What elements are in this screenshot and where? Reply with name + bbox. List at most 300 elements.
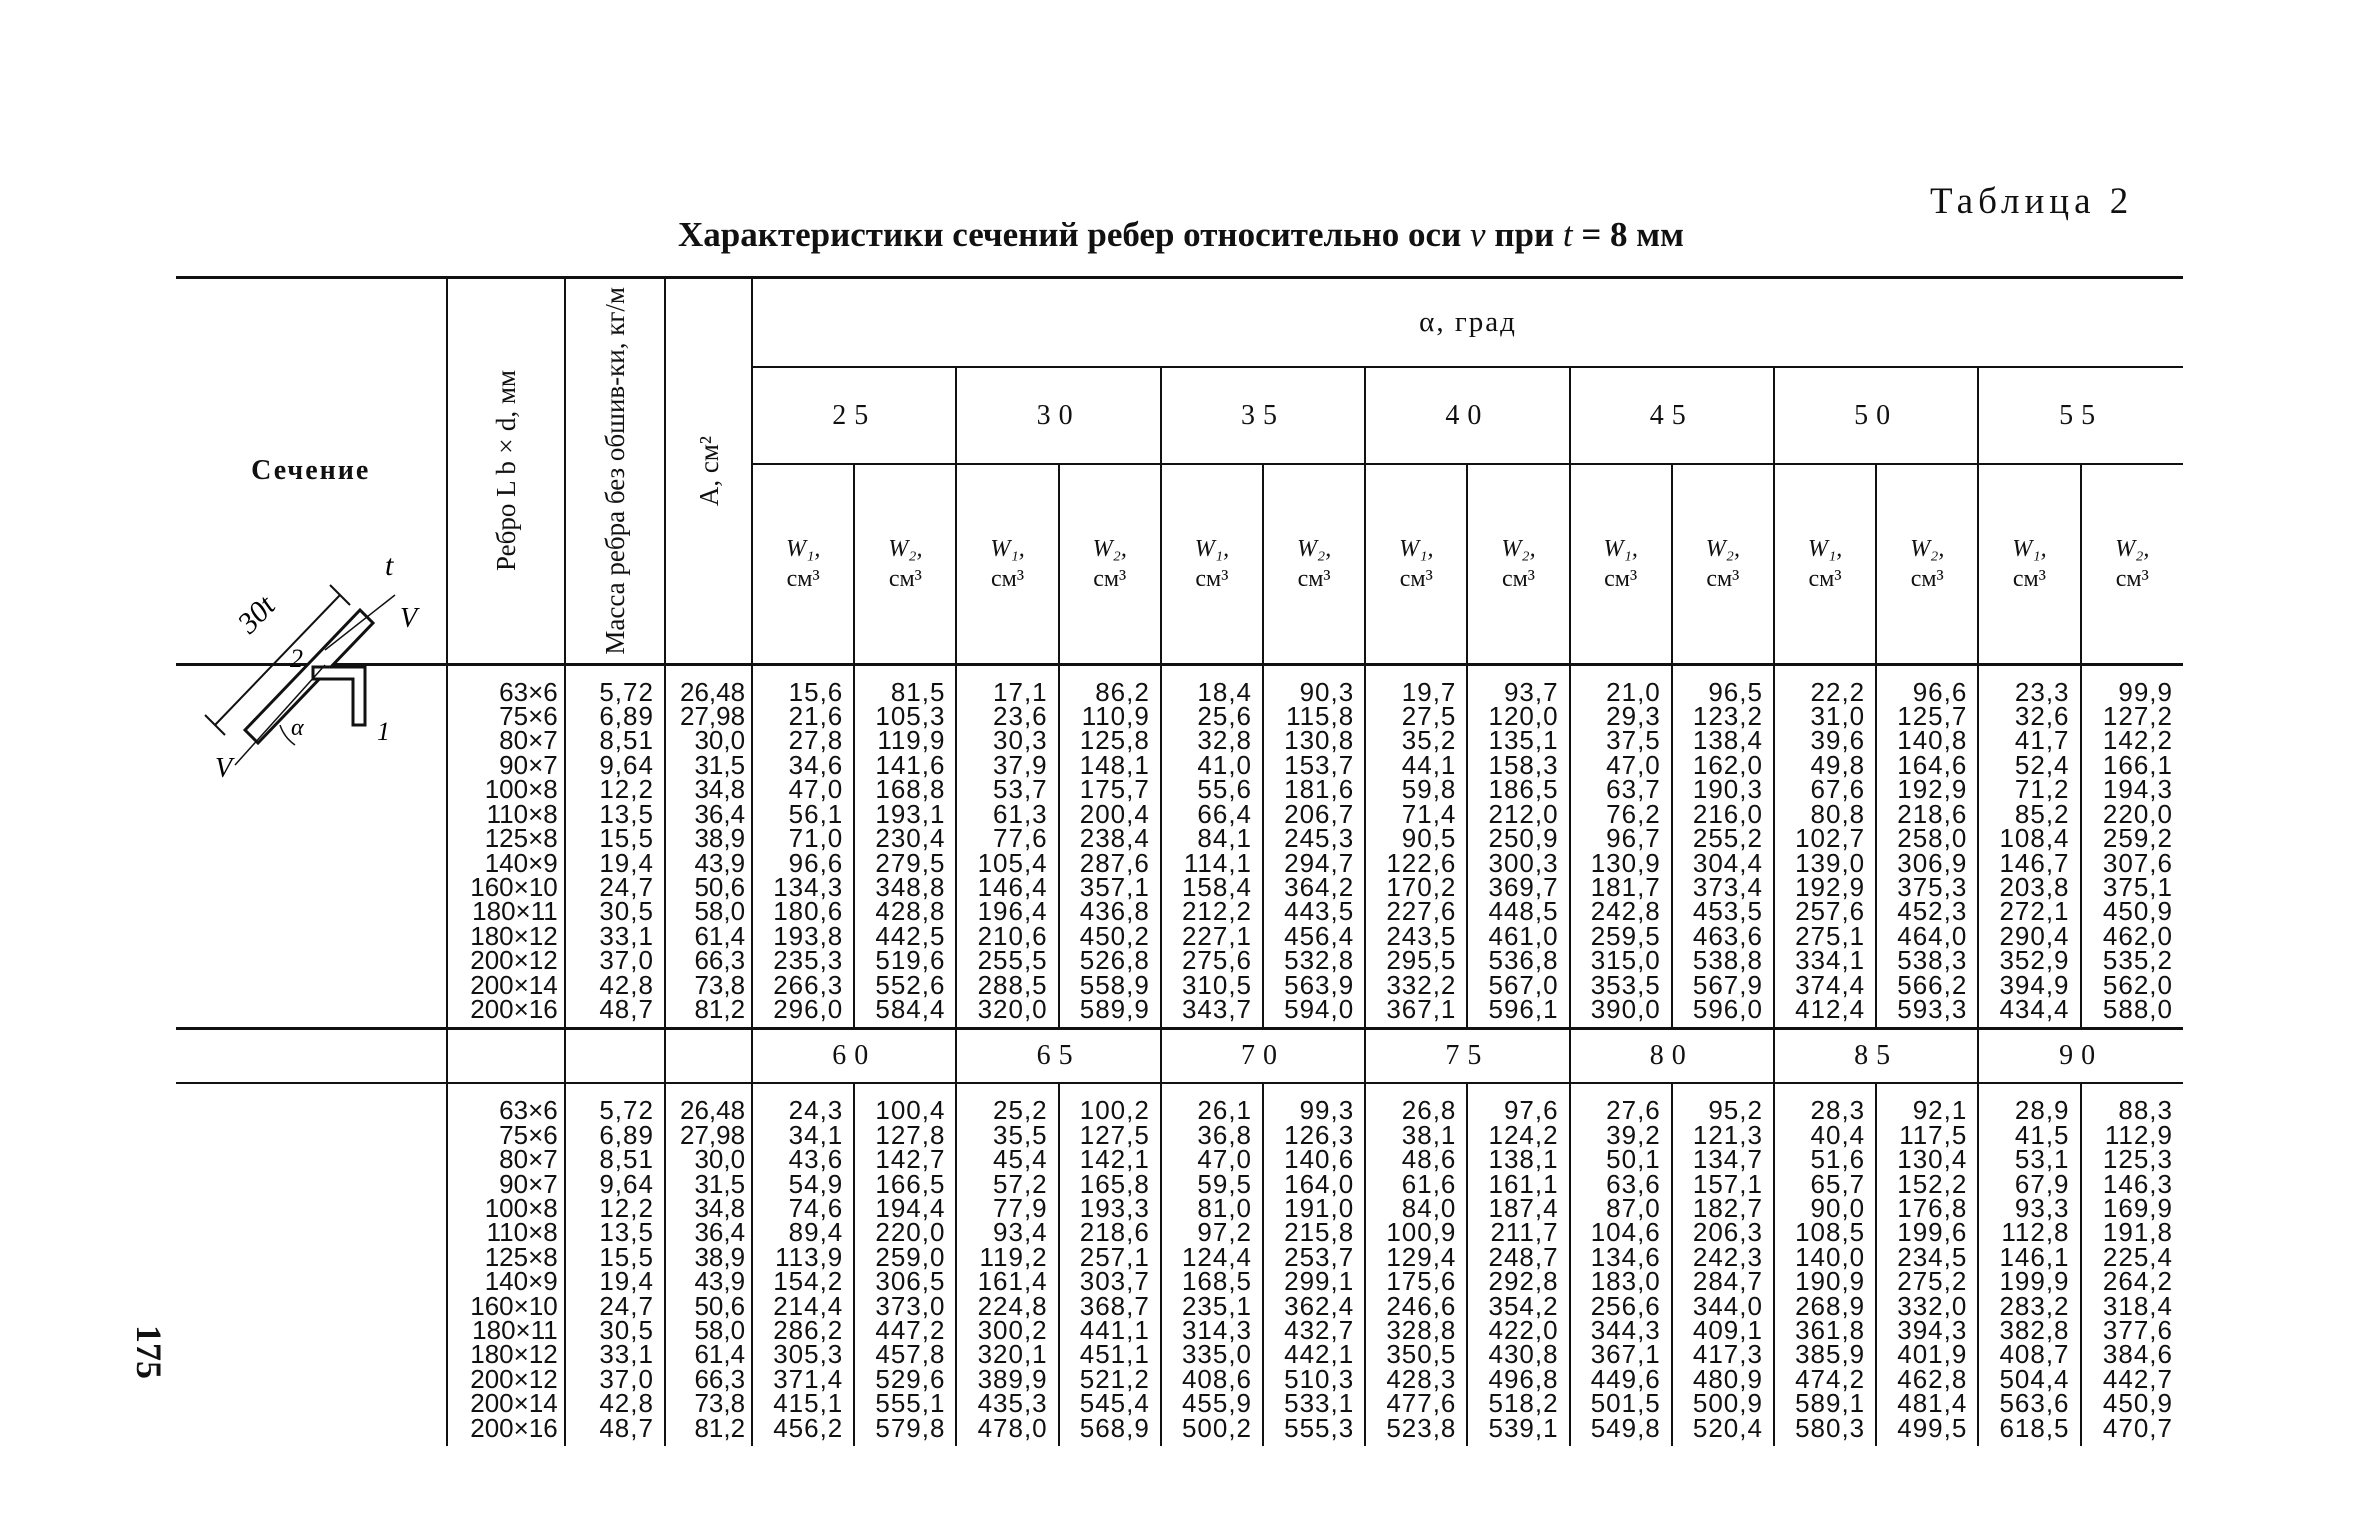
w1-column — [752, 1083, 854, 1446]
w2-column — [1876, 664, 1978, 1029]
value-cell: 126,3 — [1284, 1119, 1355, 1150]
value-cell: 307,6 — [2102, 847, 2173, 878]
value-cell: 500,2 — [1181, 1412, 1253, 1443]
value-cell: 255,2 — [1692, 823, 1763, 854]
w1-header — [1365, 464, 1467, 664]
mass-cell: 48,7 — [599, 1412, 654, 1443]
value-cell: 462,8 — [1897, 1363, 1968, 1394]
value-cell: 110,9 — [1081, 701, 1150, 732]
mass-cell: 13,5 — [599, 1217, 654, 1248]
w1-column — [1570, 664, 1672, 1029]
value-cell: 266,3 — [773, 969, 844, 1000]
value-cell: 279,5 — [875, 847, 946, 878]
mass-cell: 24,7 — [599, 1290, 654, 1321]
value-cell: 304,4 — [1692, 847, 1763, 878]
value-cell: 191,0 — [1284, 1192, 1355, 1223]
w1-header — [956, 464, 1058, 664]
value-cell: 134,7 — [1692, 1144, 1763, 1175]
value-cell: 408,6 — [1181, 1363, 1253, 1394]
profile-cell: 140×9 — [484, 1266, 558, 1297]
w2-column — [854, 664, 956, 1029]
figure-label-t: t — [385, 555, 394, 582]
value-cell: 80,8 — [1810, 798, 1866, 829]
value-cell: 26,8 — [1401, 1095, 1457, 1126]
value-cell: 54,9 — [788, 1168, 844, 1199]
profile-cell: 200×12 — [470, 945, 558, 976]
value-cell: 85,2 — [2014, 798, 2070, 829]
w-unit: см³ — [1399, 565, 1433, 592]
value-cell: 457,8 — [875, 1339, 946, 1370]
profile-cell: 125×8 — [484, 1241, 558, 1272]
value-cell: 158,4 — [1181, 871, 1253, 902]
value-cell: 536,8 — [1488, 945, 1559, 976]
value-cell: 37,9 — [993, 749, 1048, 780]
w-symbol: W₂, — [1910, 535, 1945, 562]
alpha-header: α, град — [752, 278, 2183, 368]
value-cell: 225,4 — [2102, 1241, 2173, 1272]
value-cell: 25,2 — [993, 1095, 1048, 1126]
value-cell: 180,6 — [773, 896, 844, 927]
value-cell: 295,5 — [1386, 945, 1457, 976]
figure-label-v-bottom: V — [215, 753, 233, 784]
w1-column — [1161, 664, 1263, 1029]
value-cell: 533,1 — [1284, 1388, 1355, 1419]
w-unit: см³ — [2012, 565, 2046, 592]
value-cell: 123,2 — [1692, 701, 1763, 732]
value-cell: 169,9 — [2102, 1192, 2173, 1223]
value-cell: 203,8 — [1999, 871, 2070, 902]
value-cell: 125,8 — [1079, 725, 1150, 756]
w1-column — [956, 664, 1058, 1029]
profile-column — [447, 1083, 565, 1446]
w2-header — [1263, 464, 1365, 664]
value-cell: 594,0 — [1284, 993, 1355, 1024]
value-cell: 332,2 — [1386, 969, 1457, 1000]
value-cell: 95,2 — [1708, 1095, 1763, 1126]
profile-cell: 90×7 — [499, 749, 558, 780]
value-cell: 243,5 — [1386, 920, 1457, 951]
value-cell: 434,4 — [1999, 993, 2070, 1024]
value-cell: 199,9 — [1999, 1266, 2070, 1297]
value-cell: 44,1 — [1401, 749, 1457, 780]
value-cell: 453,5 — [1692, 896, 1763, 927]
value-cell: 61,6 — [1401, 1168, 1457, 1199]
value-cell: 41,7 — [2014, 725, 2070, 756]
w2-column — [2081, 664, 2183, 1029]
area-cell: 58,0 — [694, 896, 746, 927]
table-body-block-1 — [176, 664, 2183, 1029]
value-cell: 523,8 — [1386, 1412, 1457, 1443]
value-cell: 134,3 — [773, 871, 844, 902]
value-cell: 194,3 — [2102, 774, 2173, 805]
value-cell: 259,5 — [1590, 920, 1661, 951]
value-cell: 39,6 — [1810, 725, 1866, 756]
area-cell: 36,4 — [694, 798, 746, 829]
value-cell: 146,1 — [1999, 1241, 2070, 1272]
spacer-cell — [447, 1029, 565, 1084]
value-cell: 520,4 — [1692, 1412, 1763, 1443]
value-cell: 92,1 — [1912, 1095, 1968, 1126]
value-cell: 464,0 — [1897, 920, 1968, 951]
value-cell: 59,8 — [1401, 774, 1457, 805]
value-cell: 306,9 — [1897, 847, 1968, 878]
value-cell: 166,5 — [875, 1168, 946, 1199]
value-cell: 456,4 — [1284, 920, 1355, 951]
value-cell: 84,0 — [1401, 1192, 1457, 1223]
value-cell: 187,4 — [1488, 1192, 1559, 1223]
mass-cell: 33,1 — [599, 1339, 654, 1370]
mass-header: Масса ребра без обшив-ки, кг/м — [565, 278, 665, 665]
value-cell: 104,6 — [1590, 1217, 1661, 1248]
value-cell: 288,5 — [977, 969, 1048, 1000]
mass-cell: 6,89 — [599, 701, 654, 732]
value-cell: 122,6 — [1386, 847, 1457, 878]
figure-label-v-top: V — [400, 603, 418, 634]
value-cell: 77,6 — [993, 823, 1048, 854]
value-cell: 67,9 — [2014, 1168, 2070, 1199]
value-cell: 40,4 — [1810, 1119, 1866, 1150]
value-cell: 119,2 — [979, 1241, 1048, 1272]
value-cell: 90,0 — [1810, 1192, 1866, 1223]
area-column — [665, 664, 752, 1029]
w2-column — [1263, 664, 1365, 1029]
value-cell: 119,9 — [877, 725, 946, 756]
area-cell: 43,9 — [694, 847, 746, 878]
value-cell: 579,8 — [875, 1412, 946, 1443]
value-cell: 115,8 — [1286, 701, 1355, 732]
value-cell: 481,4 — [1897, 1388, 1968, 1419]
value-cell: 462,0 — [2102, 920, 2173, 951]
value-cell: 320,0 — [977, 993, 1048, 1024]
value-cell: 529,6 — [875, 1363, 946, 1394]
mass-cell: 19,4 — [599, 1266, 654, 1297]
value-cell: 449,6 — [1590, 1363, 1661, 1394]
angle-header: 50 — [1774, 367, 1978, 463]
profile-cell: 200×16 — [470, 1412, 558, 1443]
value-cell: 30,3 — [993, 725, 1048, 756]
profile-cell: 140×9 — [484, 847, 558, 878]
area-cell: 66,3 — [694, 1363, 746, 1394]
value-cell: 361,8 — [1795, 1315, 1866, 1345]
title-rest: = 8 мм — [1581, 215, 1684, 254]
value-cell: 24,3 — [788, 1095, 844, 1126]
mass-cell: 12,2 — [599, 774, 654, 805]
value-cell: 100,2 — [1079, 1095, 1150, 1126]
profile-cell: 180×12 — [470, 920, 558, 951]
value-cell: 22,2 — [1810, 676, 1866, 707]
mass-cell: 5,72 — [599, 676, 654, 707]
value-cell: 90,5 — [1401, 823, 1457, 854]
value-cell: 37,5 — [1606, 725, 1661, 756]
mass-cell: 13,5 — [599, 798, 654, 829]
profile-cell: 180×12 — [470, 1339, 558, 1370]
data-table-wrapper — [176, 276, 2183, 1446]
area-cell: 73,8 — [694, 969, 746, 1000]
value-cell: 135,1 — [1488, 725, 1559, 756]
value-cell: 442,7 — [2102, 1363, 2173, 1394]
value-cell: 220,0 — [875, 1217, 946, 1248]
value-cell: 199,6 — [1897, 1217, 1968, 1248]
w1-header — [1978, 464, 2080, 664]
value-cell: 153,7 — [1284, 749, 1355, 780]
value-cell: 352,9 — [1999, 945, 2070, 976]
value-cell: 364,2 — [1284, 871, 1355, 902]
value-cell: 36,8 — [1197, 1119, 1253, 1150]
value-cell: 43,6 — [788, 1144, 844, 1175]
w-symbol: W₁, — [786, 535, 821, 562]
mass-cell: 9,64 — [599, 1168, 654, 1199]
value-cell: 130,9 — [1590, 847, 1661, 878]
area-cell: 58,0 — [694, 1315, 746, 1345]
w1-column — [1774, 1083, 1876, 1446]
value-cell: 357,1 — [1079, 871, 1150, 902]
value-cell: 452,3 — [1897, 896, 1968, 927]
value-cell: 31,0 — [1810, 701, 1866, 732]
value-cell: 563,6 — [1999, 1388, 2070, 1419]
area-cell: 66,3 — [694, 945, 746, 976]
value-cell: 41,0 — [1197, 749, 1253, 780]
value-cell: 480,9 — [1692, 1363, 1763, 1394]
profile-cell: 160×10 — [470, 1290, 558, 1321]
profile-cell: 125×8 — [484, 823, 558, 854]
value-cell: 90,3 — [1299, 676, 1355, 707]
value-cell: 39,2 — [1606, 1119, 1661, 1150]
w1-header — [1570, 464, 1672, 664]
value-cell: 57,2 — [993, 1168, 1048, 1199]
value-cell: 142,7 — [875, 1144, 946, 1175]
profile-cell: 75×6 — [499, 1119, 558, 1150]
mass-column — [565, 664, 665, 1029]
w2-header — [854, 464, 956, 664]
w-symbol: W₂, — [1501, 535, 1536, 562]
table-row — [176, 664, 2183, 1029]
section-header: Сечение — [176, 278, 447, 665]
value-cell: 38,1 — [1401, 1119, 1457, 1150]
value-cell: 87,0 — [1606, 1192, 1661, 1223]
value-cell: 367,1 — [1386, 993, 1457, 1024]
w-unit: см³ — [1297, 565, 1331, 592]
value-cell: 382,8 — [1999, 1315, 2070, 1345]
value-cell: 539,1 — [1488, 1412, 1559, 1443]
area-cell: 38,9 — [694, 823, 746, 854]
value-cell: 428,8 — [875, 896, 946, 927]
value-cell: 138,1 — [1488, 1144, 1559, 1175]
value-cell: 430,8 — [1488, 1339, 1559, 1370]
area-cell: 27,98 — [680, 1119, 746, 1150]
title-prefix: Характеристики сечений ребер относительно оси — [678, 215, 1462, 254]
value-cell: 130,8 — [1284, 725, 1355, 756]
value-cell: 51,6 — [1810, 1144, 1866, 1175]
value-cell: 235,1 — [1181, 1290, 1253, 1321]
value-cell: 242,8 — [1590, 896, 1661, 927]
area-cell: 30,0 — [694, 1144, 746, 1175]
value-cell: 334,1 — [1795, 945, 1866, 976]
table-body-block-2-header — [176, 1029, 2183, 1084]
figure-angle-profile — [313, 667, 365, 725]
value-cell: 253,7 — [1284, 1241, 1355, 1272]
value-cell: 164,0 — [1284, 1168, 1355, 1199]
value-cell: 394,3 — [1897, 1315, 1968, 1345]
w-symbol: W₁, — [1807, 535, 1843, 562]
value-cell: 130,4 — [1897, 1144, 1968, 1175]
value-cell: 190,9 — [1795, 1266, 1866, 1297]
value-cell: 211,7 — [1490, 1217, 1559, 1248]
value-cell: 140,0 — [1795, 1241, 1866, 1272]
value-cell: 435,3 — [977, 1388, 1048, 1419]
value-cell: 448,5 — [1488, 896, 1559, 927]
value-cell: 212,2 — [1181, 896, 1253, 927]
value-cell: 535,2 — [2102, 945, 2173, 976]
w1-column — [1978, 664, 2080, 1029]
angle-header: 65 — [956, 1029, 1160, 1084]
value-cell: 162,0 — [1692, 749, 1763, 780]
value-cell: 450,2 — [1079, 920, 1150, 951]
mass-cell: 9,64 — [599, 749, 654, 780]
value-cell: 314,3 — [1181, 1315, 1253, 1345]
w1-column — [1978, 1083, 2080, 1446]
value-cell: 477,6 — [1386, 1388, 1457, 1419]
w2-column — [1876, 1083, 1978, 1446]
value-cell: 81,5 — [890, 676, 946, 707]
area-cell: 43,9 — [694, 1266, 746, 1297]
value-cell: 71,0 — [788, 823, 844, 854]
w1-header — [1161, 464, 1263, 664]
value-cell: 296,0 — [773, 993, 844, 1024]
mass-cell: 42,8 — [599, 1388, 654, 1419]
value-cell: 158,3 — [1488, 749, 1559, 780]
value-cell: 168,8 — [875, 774, 946, 805]
value-cell: 140,8 — [1897, 725, 1968, 756]
value-cell: 53,1 — [2014, 1144, 2070, 1175]
value-cell: 34,1 — [788, 1119, 844, 1150]
value-cell: 344,0 — [1692, 1290, 1763, 1321]
section-figure-cell — [176, 1083, 447, 1446]
value-cell: 19,7 — [1401, 676, 1457, 707]
w-unit: см³ — [1910, 565, 1944, 592]
value-cell: 518,2 — [1488, 1388, 1559, 1419]
area-cell: 27,98 — [680, 701, 746, 732]
value-cell: 589,1 — [1795, 1388, 1866, 1419]
profile-cell: 110×8 — [486, 798, 558, 829]
value-cell: 65,7 — [1810, 1168, 1866, 1199]
angle-header: 35 — [1161, 367, 1365, 463]
value-cell: 142,2 — [2102, 725, 2173, 756]
value-cell: 165,8 — [1079, 1168, 1150, 1199]
profile-cell: 63×6 — [499, 676, 558, 707]
value-cell: 212,0 — [1488, 798, 1559, 829]
value-cell: 447,2 — [875, 1315, 946, 1345]
mass-cell: 48,7 — [599, 993, 654, 1024]
value-cell: 389,9 — [977, 1363, 1048, 1394]
w2-column — [854, 1083, 956, 1446]
value-cell: 580,3 — [1795, 1412, 1866, 1443]
value-cell: 200,4 — [1079, 798, 1150, 829]
value-cell: 259,0 — [875, 1241, 946, 1272]
value-cell: 353,5 — [1590, 969, 1661, 1000]
value-cell: 555,1 — [875, 1388, 946, 1419]
value-cell: 442,1 — [1284, 1339, 1355, 1370]
value-cell: 562,0 — [2102, 969, 2173, 1000]
area-cell: 38,9 — [694, 1241, 746, 1272]
value-cell: 385,9 — [1795, 1339, 1866, 1370]
value-cell: 192,9 — [1897, 774, 1968, 805]
area-cell: 81,2 — [694, 1412, 746, 1443]
w-unit: см³ — [1195, 565, 1229, 592]
value-cell: 220,0 — [2102, 798, 2173, 829]
value-cell: 618,5 — [1999, 1412, 2070, 1443]
value-cell: 67,6 — [1810, 774, 1866, 805]
angle-header: 85 — [1774, 1029, 1978, 1084]
value-cell: 474,2 — [1795, 1363, 1866, 1394]
value-cell: 368,7 — [1079, 1290, 1150, 1321]
w-symbol: W₁, — [1399, 535, 1434, 562]
value-cell: 350,5 — [1386, 1339, 1457, 1370]
value-cell: 47,0 — [1606, 749, 1661, 780]
w2-header — [2081, 464, 2183, 664]
profile-cell: 200×12 — [470, 1363, 558, 1394]
w-symbol: W₁, — [1194, 535, 1230, 562]
profile-cell: 180×11 — [472, 896, 558, 927]
value-cell: 27,6 — [1606, 1095, 1661, 1126]
rib-header: Ребро L b×d, мм — [447, 278, 565, 665]
value-cell: 552,6 — [875, 969, 946, 1000]
value-cell: 248,7 — [1488, 1241, 1559, 1272]
value-cell: 86,2 — [1095, 676, 1150, 707]
mass-cell: 30,5 — [599, 896, 654, 927]
value-cell: 71,2 — [2014, 774, 2070, 805]
value-cell: 272,1 — [1999, 896, 2070, 927]
mass-cell: 33,1 — [599, 920, 654, 951]
value-cell: 305,3 — [773, 1339, 844, 1370]
w2-header — [1672, 464, 1774, 664]
value-cell: 545,4 — [1079, 1388, 1150, 1419]
value-cell: 292,8 — [1488, 1266, 1559, 1297]
area-cell: 31,5 — [694, 749, 746, 780]
value-cell: 97,2 — [1197, 1217, 1253, 1248]
value-cell: 257,6 — [1795, 896, 1866, 927]
value-cell: 268,9 — [1795, 1290, 1866, 1321]
value-cell: 238,4 — [1079, 823, 1150, 854]
mass-cell: 37,0 — [599, 945, 654, 976]
value-cell: 275,6 — [1181, 945, 1253, 976]
value-cell: 21,0 — [1606, 676, 1661, 707]
w2-header — [1059, 464, 1161, 664]
value-cell: 166,1 — [2102, 749, 2173, 780]
section-properties-table — [176, 276, 2183, 1446]
value-cell: 129,4 — [1386, 1241, 1457, 1272]
value-cell: 164,6 — [1897, 749, 1968, 780]
block-2-angle-row — [176, 1029, 2183, 1084]
value-cell: 113,9 — [775, 1241, 844, 1272]
value-cell: 432,7 — [1284, 1315, 1355, 1345]
value-cell: 186,5 — [1488, 774, 1559, 805]
value-cell: 456,2 — [773, 1412, 844, 1443]
value-cell: 315,0 — [1590, 945, 1661, 976]
value-cell: 455,9 — [1181, 1388, 1253, 1419]
value-cell: 470,7 — [2102, 1412, 2173, 1443]
profile-column — [447, 664, 565, 1029]
value-cell: 161,4 — [977, 1266, 1048, 1297]
value-cell: 450,9 — [2102, 1388, 2173, 1419]
value-cell: 99,9 — [2118, 676, 2173, 707]
value-cell: 210,6 — [977, 920, 1048, 951]
value-cell: 176,8 — [1897, 1192, 1968, 1223]
value-cell: 108,4 — [1999, 823, 2070, 854]
value-cell: 283,2 — [1999, 1290, 2070, 1321]
value-cell: 127,5 — [1079, 1119, 1150, 1150]
area-cell: 50,6 — [694, 1290, 746, 1321]
value-cell: 105,3 — [875, 701, 946, 732]
